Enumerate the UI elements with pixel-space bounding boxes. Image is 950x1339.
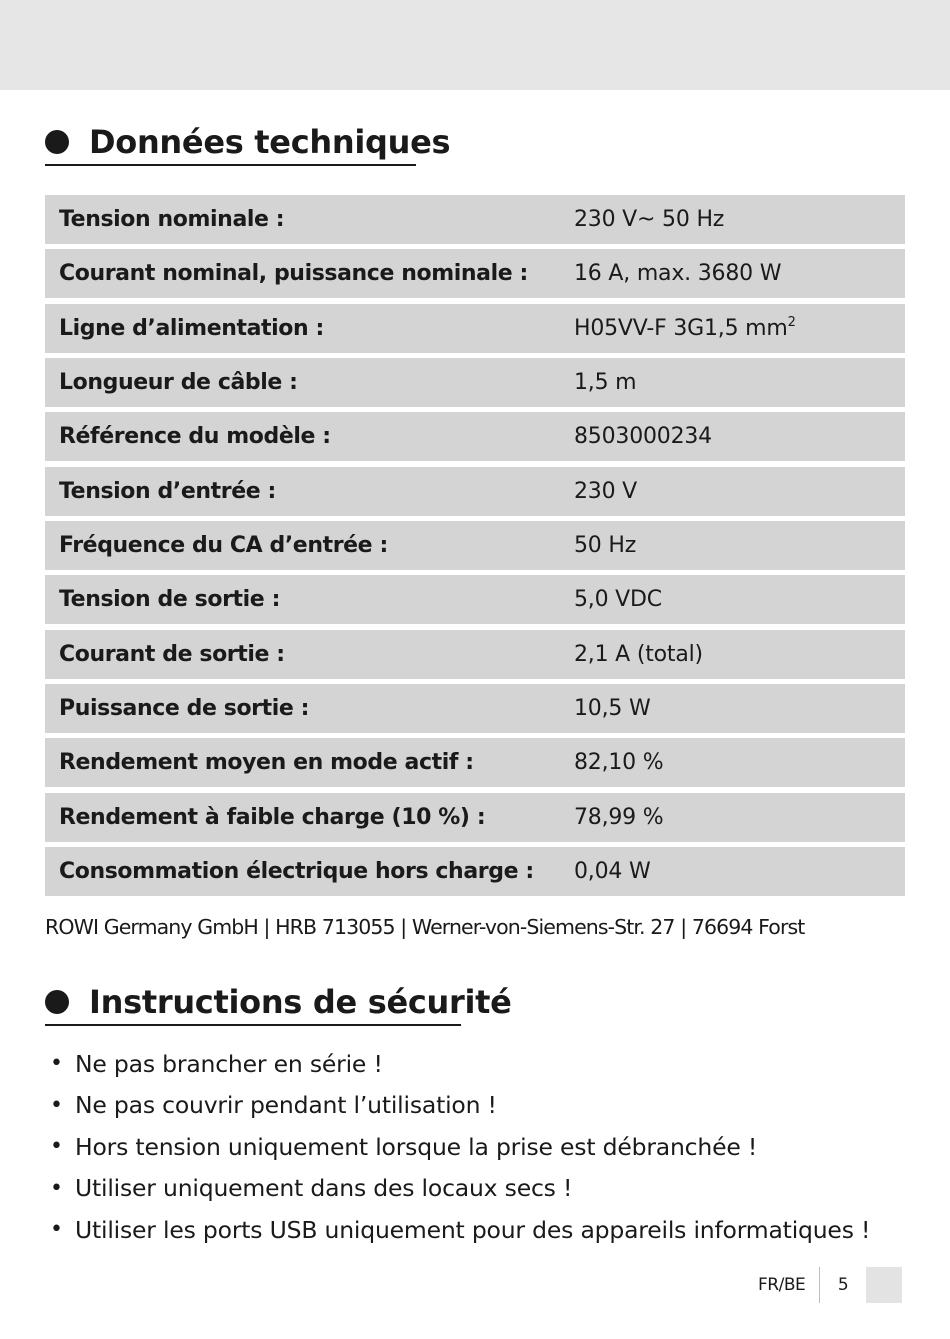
spec-label: Ligne d’alimentation : [59,315,324,341]
list-item [50,1126,920,1168]
page-footer [758,1267,902,1303]
spec-label: Courant nominal, puissance nominale : [59,261,528,287]
spec-label: Fréquence du CA d’entrée : [59,533,388,559]
spec-label: Rendement à faible charge (10 %) : [59,804,486,830]
spec-row [45,467,905,516]
safety-item-text: Ne pas couvrir pendant l’utilisation ! [75,1091,497,1120]
spec-row [45,521,905,570]
safety-instructions-title: Instructions de sécurité [89,983,512,1021]
spec-value: 5,0 VDC [574,587,662,613]
spec-row [45,304,905,353]
header-band [0,0,950,90]
page-number: 5 [837,1275,849,1295]
spec-value-superscript: 2 [787,315,796,331]
spec-row [45,412,905,461]
safety-item-text: Ne pas brancher en série ! [75,1049,383,1078]
safety-instructions-heading [45,980,512,1026]
spec-label: Puissance de sortie : [59,696,310,722]
spec-label: Longueur de câble : [59,370,298,396]
bullet-icon: • [50,1134,63,1160]
bullet-icon: • [50,1051,63,1077]
spec-value: 8503000234 [574,424,712,450]
spec-value-wrap [574,315,905,341]
spec-value: H05VV-F 3G1,5 mm [574,316,788,342]
safety-list [50,1043,920,1251]
spec-row [45,195,905,244]
spec-row [45,738,905,787]
company-info: ROWI Germany GmbH | HRB 713055 | Werner-von-Siemens-Str. 27 | 76694 Forst [45,915,805,939]
spec-value: 78,99 % [574,804,664,830]
list-item [50,1043,920,1085]
language-code: FR/BE [758,1267,820,1303]
spec-table [45,195,905,901]
spec-value: 1,5 m [574,370,637,396]
technical-data-heading [45,120,451,166]
spec-label: Tension d’entrée : [59,478,276,504]
list-item [50,1168,920,1210]
bullet-icon: • [50,1217,63,1243]
bullet-icon: • [50,1092,63,1118]
bullet-icon: • [50,1175,63,1201]
spec-label: Courant de sortie : [59,641,285,667]
spec-value: 16 A, max. 3680 W [574,261,782,287]
spec-row [45,630,905,679]
spec-value: 2,1 A (total) [574,641,703,667]
safety-item-text: Utiliser uniquement dans des locaux secs ! [75,1174,573,1203]
spec-label: Référence du modèle : [59,424,331,450]
list-item [50,1209,920,1251]
spec-row [45,847,905,896]
spec-value: 10,5 W [574,696,651,722]
spec-value: 230 V [574,478,638,504]
technical-data-title: Données techniques [89,123,451,161]
spec-label: Consommation électrique hors charge : [59,859,534,885]
safety-item-text: Hors tension uniquement lorsque la prise est débranchée ! [75,1132,758,1161]
list-item [50,1085,920,1127]
spec-row [45,358,905,407]
heading-bullet-icon [45,990,69,1014]
spec-row [45,249,905,298]
heading-bullet-icon [45,130,69,154]
spec-row [45,793,905,842]
spec-label: Tension nominale : [59,207,285,232]
spec-value: 50 Hz [574,533,637,559]
spec-label: Rendement moyen en mode actif : [59,750,474,776]
spec-value: 0,04 W [574,859,651,885]
spec-value: 230 V~ 50 Hz [574,207,725,232]
spec-value: 82,10 % [574,750,664,776]
spec-label: Tension de sortie : [59,587,280,613]
spec-row [45,575,905,624]
safety-item-text: Utiliser les ports USB uniquement pour des appareils informatiques ! [75,1215,871,1244]
spec-row [45,684,905,733]
page-tab-marker [866,1267,902,1303]
